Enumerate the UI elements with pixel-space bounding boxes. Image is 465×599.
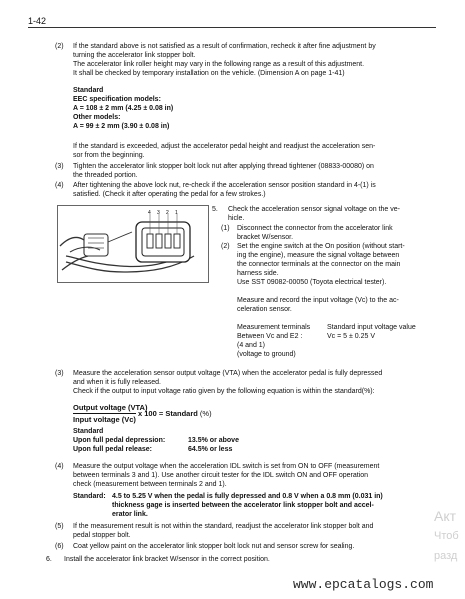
formula-numerator: Output voltage (VTA) [73, 403, 148, 412]
pin-label-2: 2 [166, 210, 169, 216]
ratio-standard-title: Standard [73, 428, 104, 435]
connector-illustration [58, 206, 208, 282]
pin-label-4: 4 [148, 210, 151, 216]
overlay-text-3: разд [434, 550, 458, 562]
step-5-sub-1-text: Disconnect the connector from the accelerator link bracket W/sensor. [237, 225, 393, 241]
formula-tail: x 100 = Standard (%) [138, 409, 212, 418]
voltage-to-ground: (voltage to ground) [237, 351, 296, 358]
item-3-number: (3) [55, 163, 64, 170]
terminal-numbers: (4 and 1) [237, 342, 266, 349]
item-3b-number: (3) [55, 370, 64, 377]
watermark-link[interactable]: www.epcatalogs.com [293, 577, 434, 592]
full-depression-label: Upon full pedal depression: [73, 437, 166, 444]
full-depression-value: 13.5% or above [188, 437, 239, 444]
formula-denominator: Input voltage (Vc) [73, 415, 136, 424]
step-6-text: Install the accelerator link bracket W/sensor in the correct position. [64, 556, 270, 563]
pin-label-3: 3 [157, 210, 160, 216]
overlay-text-2: Чтоб [434, 530, 459, 542]
connector-figure [57, 205, 209, 283]
item-6-number: (6) [55, 543, 64, 550]
idl-standard-label: Standard: [73, 493, 106, 500]
full-release-label: Upon full pedal release: [73, 446, 152, 453]
terminals-label: Measurement terminals [237, 324, 311, 331]
terminals-value-label: Standard input voltage value [327, 324, 416, 331]
pin-label-1: 1 [175, 210, 178, 216]
measure-instruction: Measure and record the input voltage (Vc) to the ac- celeration sensor. [237, 297, 399, 313]
step-6-number: 6. [46, 556, 52, 563]
item-5-number: (5) [55, 523, 64, 530]
item-6-text: Coat yellow paint on the accelerator link stopper bolt lock nut and sensor screw for sealing. [73, 543, 355, 550]
standard-specs: Standard EEC specification models: A = 108 ± 2 mm (4.25 ± 0.08 in) Other models: A = 99 ± 2 mm (3.90 ± 0.08 in) [73, 87, 174, 130]
idl-standard-text: 4.5 to 5.25 V when the pedal is fully depressed and 0.8 V when a 0.8 mm (0.031 in) thickness gage is inserted between the accelerator link stopper bolt and accel- erator link. [112, 493, 383, 518]
item-3-text: Tighten the accelerator link stopper bolt lock nut after applying thread tightener (08833-00080) on the threaded portion. [73, 163, 374, 179]
exceeded-note: If the standard is exceeded, adjust the accelerator pedal height and readjust the acceleration sen- sor from the beginning. [73, 143, 376, 159]
item-3b-text: Measure the acceleration sensor output voltage (VTA) when the accelerator pedal is fully depressed and when it is fully released. Check if the output to input voltage ratio given by the following equation is within the standard(%): [73, 370, 383, 395]
full-release-value: 64.5% or less [188, 446, 233, 453]
item-4b-text: Measure the output voltage when the acceleration IDL switch is set from ON to OFF (measurement between terminals 3 and 1). Use another circuit tester for the IDL switch ON and OFF operation check (measurement between terminals 2 and 1). [73, 463, 380, 488]
step-5-sub-2-text: Set the engine switch at the On position (without start- ing the engine), measure the signal voltage between the connector terminals at the connector on the main harness side. Use SST 09082-00050 (Toyota electrical tester). [237, 243, 405, 286]
step-5-number: 5. [212, 206, 218, 213]
step-5-text: Check the acceleration sensor signal voltage on the ve- hicle. [228, 206, 400, 222]
formula-fraction-bar [73, 413, 136, 414]
vc-standard-value: Vc = 5 ± 0.25 V [327, 333, 376, 340]
item-4-text: After tightening the above lock nut, re-check if the acceleration sensor position standard in 4-(1) is satisfied. (Check it after operating the pedal for a few strokes.) [73, 182, 376, 198]
item-2-number: (2) [55, 43, 64, 50]
header-rule [28, 27, 436, 28]
item-4b-number: (4) [55, 463, 64, 470]
item-2-text: If the standard above is not satisfied as a result of confirmation, recheck it after fine adjustment by turning the accelerator link stopper bolt. The accelerator link roller height may vary in the following range as a result of this adjustment. It shall be checked by temporary installation on the vehicle. (Dimension A on page 1-41) [73, 43, 376, 77]
page-number: 1-42 [28, 16, 47, 26]
step-5-sub-2-number: (2) [221, 243, 230, 250]
between-terminals: Between Vc and E2 : [237, 333, 303, 340]
item-4-number: (4) [55, 182, 64, 189]
overlay-text-1: Акт [434, 508, 457, 524]
step-5-sub-1-number: (1) [221, 225, 230, 232]
item-5-text: If the measurement result is not within the standard, readjust the accelerator link stopper bolt and pedal stopper bolt. [73, 523, 374, 539]
